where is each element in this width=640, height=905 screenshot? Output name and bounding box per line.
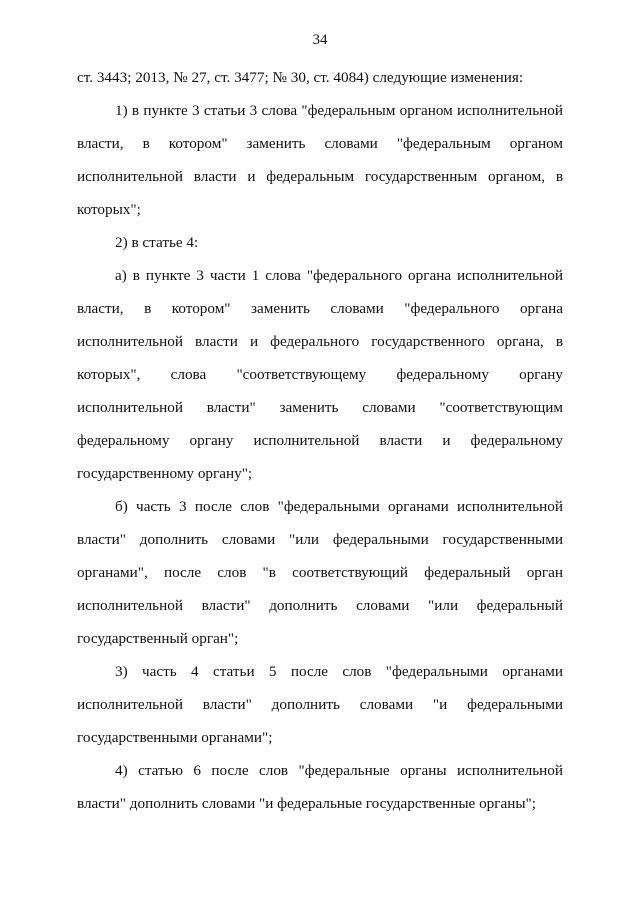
text-line: органами", после слов "в соответствующий федеральный орган (77, 564, 563, 581)
text-line: власти, в котором" заменить словами "федеральным органом (77, 135, 563, 152)
text-line: государственный орган"; (77, 630, 239, 647)
text-line: власти" дополнить словами "и федеральные государственные органы"; (77, 795, 536, 812)
text-line: исполнительной власти и федерального государственного органа, в (77, 333, 563, 350)
text-line: которых"; (77, 201, 141, 218)
text-line: исполнительной власти" дополнить словами "и федеральными (77, 696, 563, 713)
document-body (77, 61, 563, 820)
text-line: исполнительной власти" заменить словами "соответствующим (77, 399, 563, 416)
text-line: 2) в статье 4: (115, 234, 199, 251)
text-line: власти, в котором" заменить словами "федерального органа (77, 300, 563, 317)
text-line: федеральному органу исполнительной власти и федеральному (77, 432, 563, 449)
text-line: 3) часть 4 статьи 5 после слов "федеральными органами (115, 663, 563, 680)
text-line: ст. 3443; 2013, № 27, ст. 3477; № 30, ст. 4084) следующие изменения: (77, 69, 524, 86)
text-line: а) в пункте 3 части 1 слова "федерального органа исполнительной (115, 267, 563, 284)
text-line: б) часть 3 после слов "федеральными органами исполнительной (115, 498, 563, 515)
text-line: которых", слова "соответствующему федеральному органу (77, 366, 563, 383)
text-line: 4) статью 6 после слов "федеральные органы исполнительной (115, 762, 563, 779)
text-line: исполнительной власти и федеральным государственным органом, в (77, 168, 563, 185)
text-line: 1) в пункте 3 статьи 3 слова "федеральным органом исполнительной (115, 102, 563, 119)
page-number: 34 (312, 32, 328, 48)
text-line: исполнительной власти" дополнить словами "или федеральный (77, 597, 563, 614)
text-line: государственному органу"; (77, 465, 253, 482)
text-line: государственными органами"; (77, 729, 273, 746)
text-line: власти" дополнить словами "или федеральными государственными (77, 531, 563, 548)
